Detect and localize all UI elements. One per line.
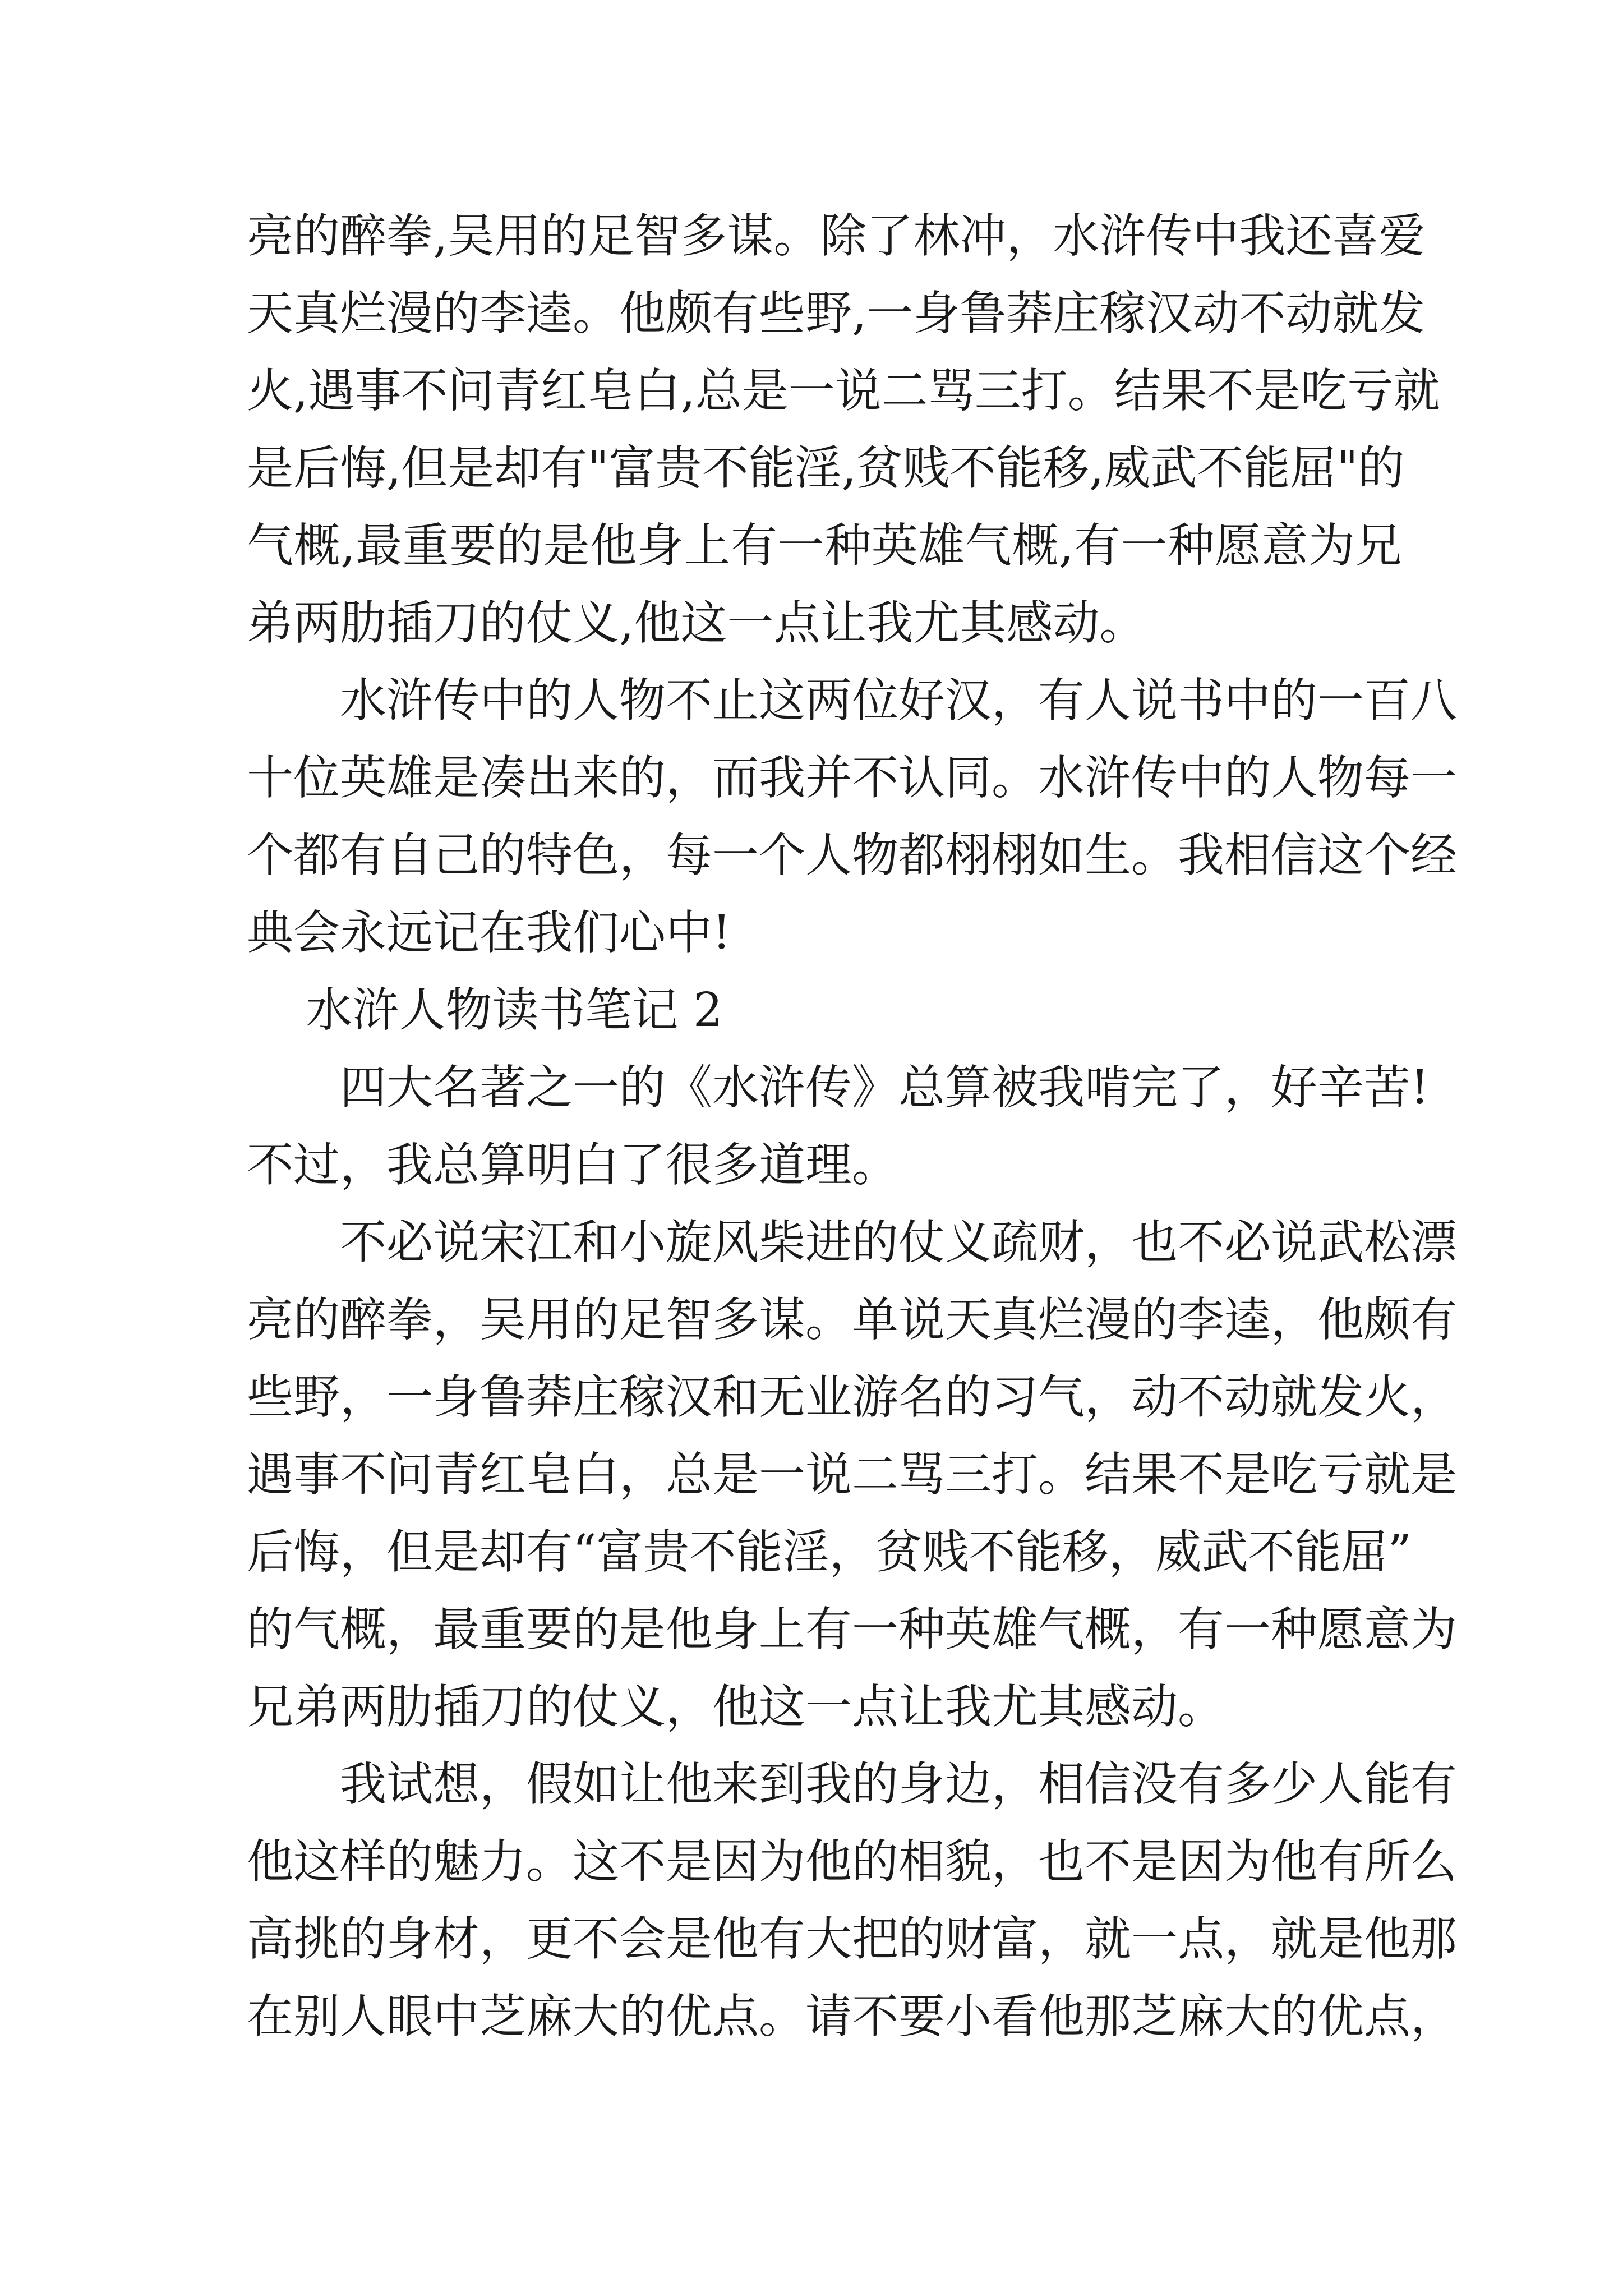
text-line: 火 , 遇 事 不 问 青 红 皂 白 , 总 是 一 说 二 骂 三 打 。 结 果 不 是 吃 亏 就 <box>247 364 1440 418</box>
text-line: 天 真 烂 漫 的 李 逵 。 他 颇 有 些 野 , 一 身 鲁 莽 庄 稼 汉 动 不 动 就 发 <box>247 286 1426 341</box>
text-line: 高 挑 的 身 材 ， 更 不 会 是 他 有 大 把 的 财 富 ， 就 一 点 ， 就 是 他 那 <box>247 1912 1457 1966</box>
text-line: 亮 的 醉 拳 , 吴 用 的 足 智 多 谋 。 除 了 林 冲 ， 水 浒 传 中 我 还 喜 爱 <box>247 209 1426 263</box>
section-heading: 水浒人物读书笔记 2 <box>247 983 723 1037</box>
text-line: 后 悔 ， 但 是 却 有 “ 富 贵 不 能 淫 ， 贫 贱 不 能 移 ， 威 武 不 能 屈 ” <box>247 1525 1412 1579</box>
text-line: 十 位 英 雄 是 凑 出 来 的 ， 而 我 并 不 认 同 。 水 浒 传 中 的 人 物 每 一 <box>247 751 1457 805</box>
text-line: 个 都 有 自 己 的 特 色 ， 每 一 个 人 物 都 栩 栩 如 生 。 我 相 信 这 个 经 <box>247 828 1457 882</box>
document-body <box>247 197 1457 2055</box>
text-line: 典会永远记在我们心中! <box>247 905 731 960</box>
text-line: 不 必 说 宋 江 和 小 旋 风 柴 进 的 仗 义 疏 财 ， 也 不 必 说 武 松 漂 <box>340 1215 1457 1269</box>
text-line: 不过，我总算明白了很多道理。 <box>247 1138 898 1192</box>
text-line: 四 大 名 著 之 一 的 《 水 浒 传 》 总 算 被 我 啃 完 了 ， 好 辛 苦 ! <box>340 1060 1430 1115</box>
text-line: 兄弟两肋插刀的仗义，他这一点让我尤其感动。 <box>247 1680 1224 1734</box>
text-line: 的 气 概 ， 最 重 要 的 是 他 身 上 有 一 种 英 雄 气 概 ， 有 一 种 愿 意 为 <box>247 1602 1457 1657</box>
text-line: 在 别 人 眼 中 芝 麻 大 的 优 点 。 请 不 要 小 看 他 那 芝 麻 大 的 优 点 ， <box>247 1989 1457 2044</box>
text-line: 遇 事 不 问 青 红 皂 白 ， 总 是 一 说 二 骂 三 打 。 结 果 不 是 吃 亏 就 是 <box>247 1447 1457 1502</box>
text-line: 是 后 悔 , 但 是 却 有 " 富 贵 不 能 淫 , 贫 贱 不 能 移 , 威 武 不 能 屈 " 的 <box>247 441 1405 495</box>
text-line: 弟两肋插刀的仗义,他这一点让我尤其感动。 <box>247 596 1146 650</box>
text-line: 些 野 ， 一 身 鲁 莽 庄 稼 汉 和 无 业 游 名 的 习 气 ， 动 不 动 就 发 火 ， <box>247 1370 1457 1424</box>
text-line: 我 试 想 ， 假 如 让 他 来 到 我 的 身 边 ， 相 信 没 有 多 少 人 能 有 <box>340 1757 1457 1811</box>
text-line: 他 这 样 的 魅 力 。 这 不 是 因 为 他 的 相 貌 ， 也 不 是 因 为 他 有 所 么 <box>247 1834 1457 1889</box>
text-line: 气 概 , 最 重 要 的 是 他 身 上 有 一 种 英 雄 气 概 , 有 一 种 愿 意 为 兄 <box>247 518 1402 573</box>
text-line: 亮 的 醉 拳 ， 吴 用 的 足 智 多 谋 。 单 说 天 真 烂 漫 的 李 逵 ， 他 颇 有 <box>247 1292 1457 1347</box>
text-line: 水 浒 传 中 的 人 物 不 止 这 两 位 好 汉 ， 有 人 说 书 中 的 一 百 八 <box>340 673 1457 728</box>
